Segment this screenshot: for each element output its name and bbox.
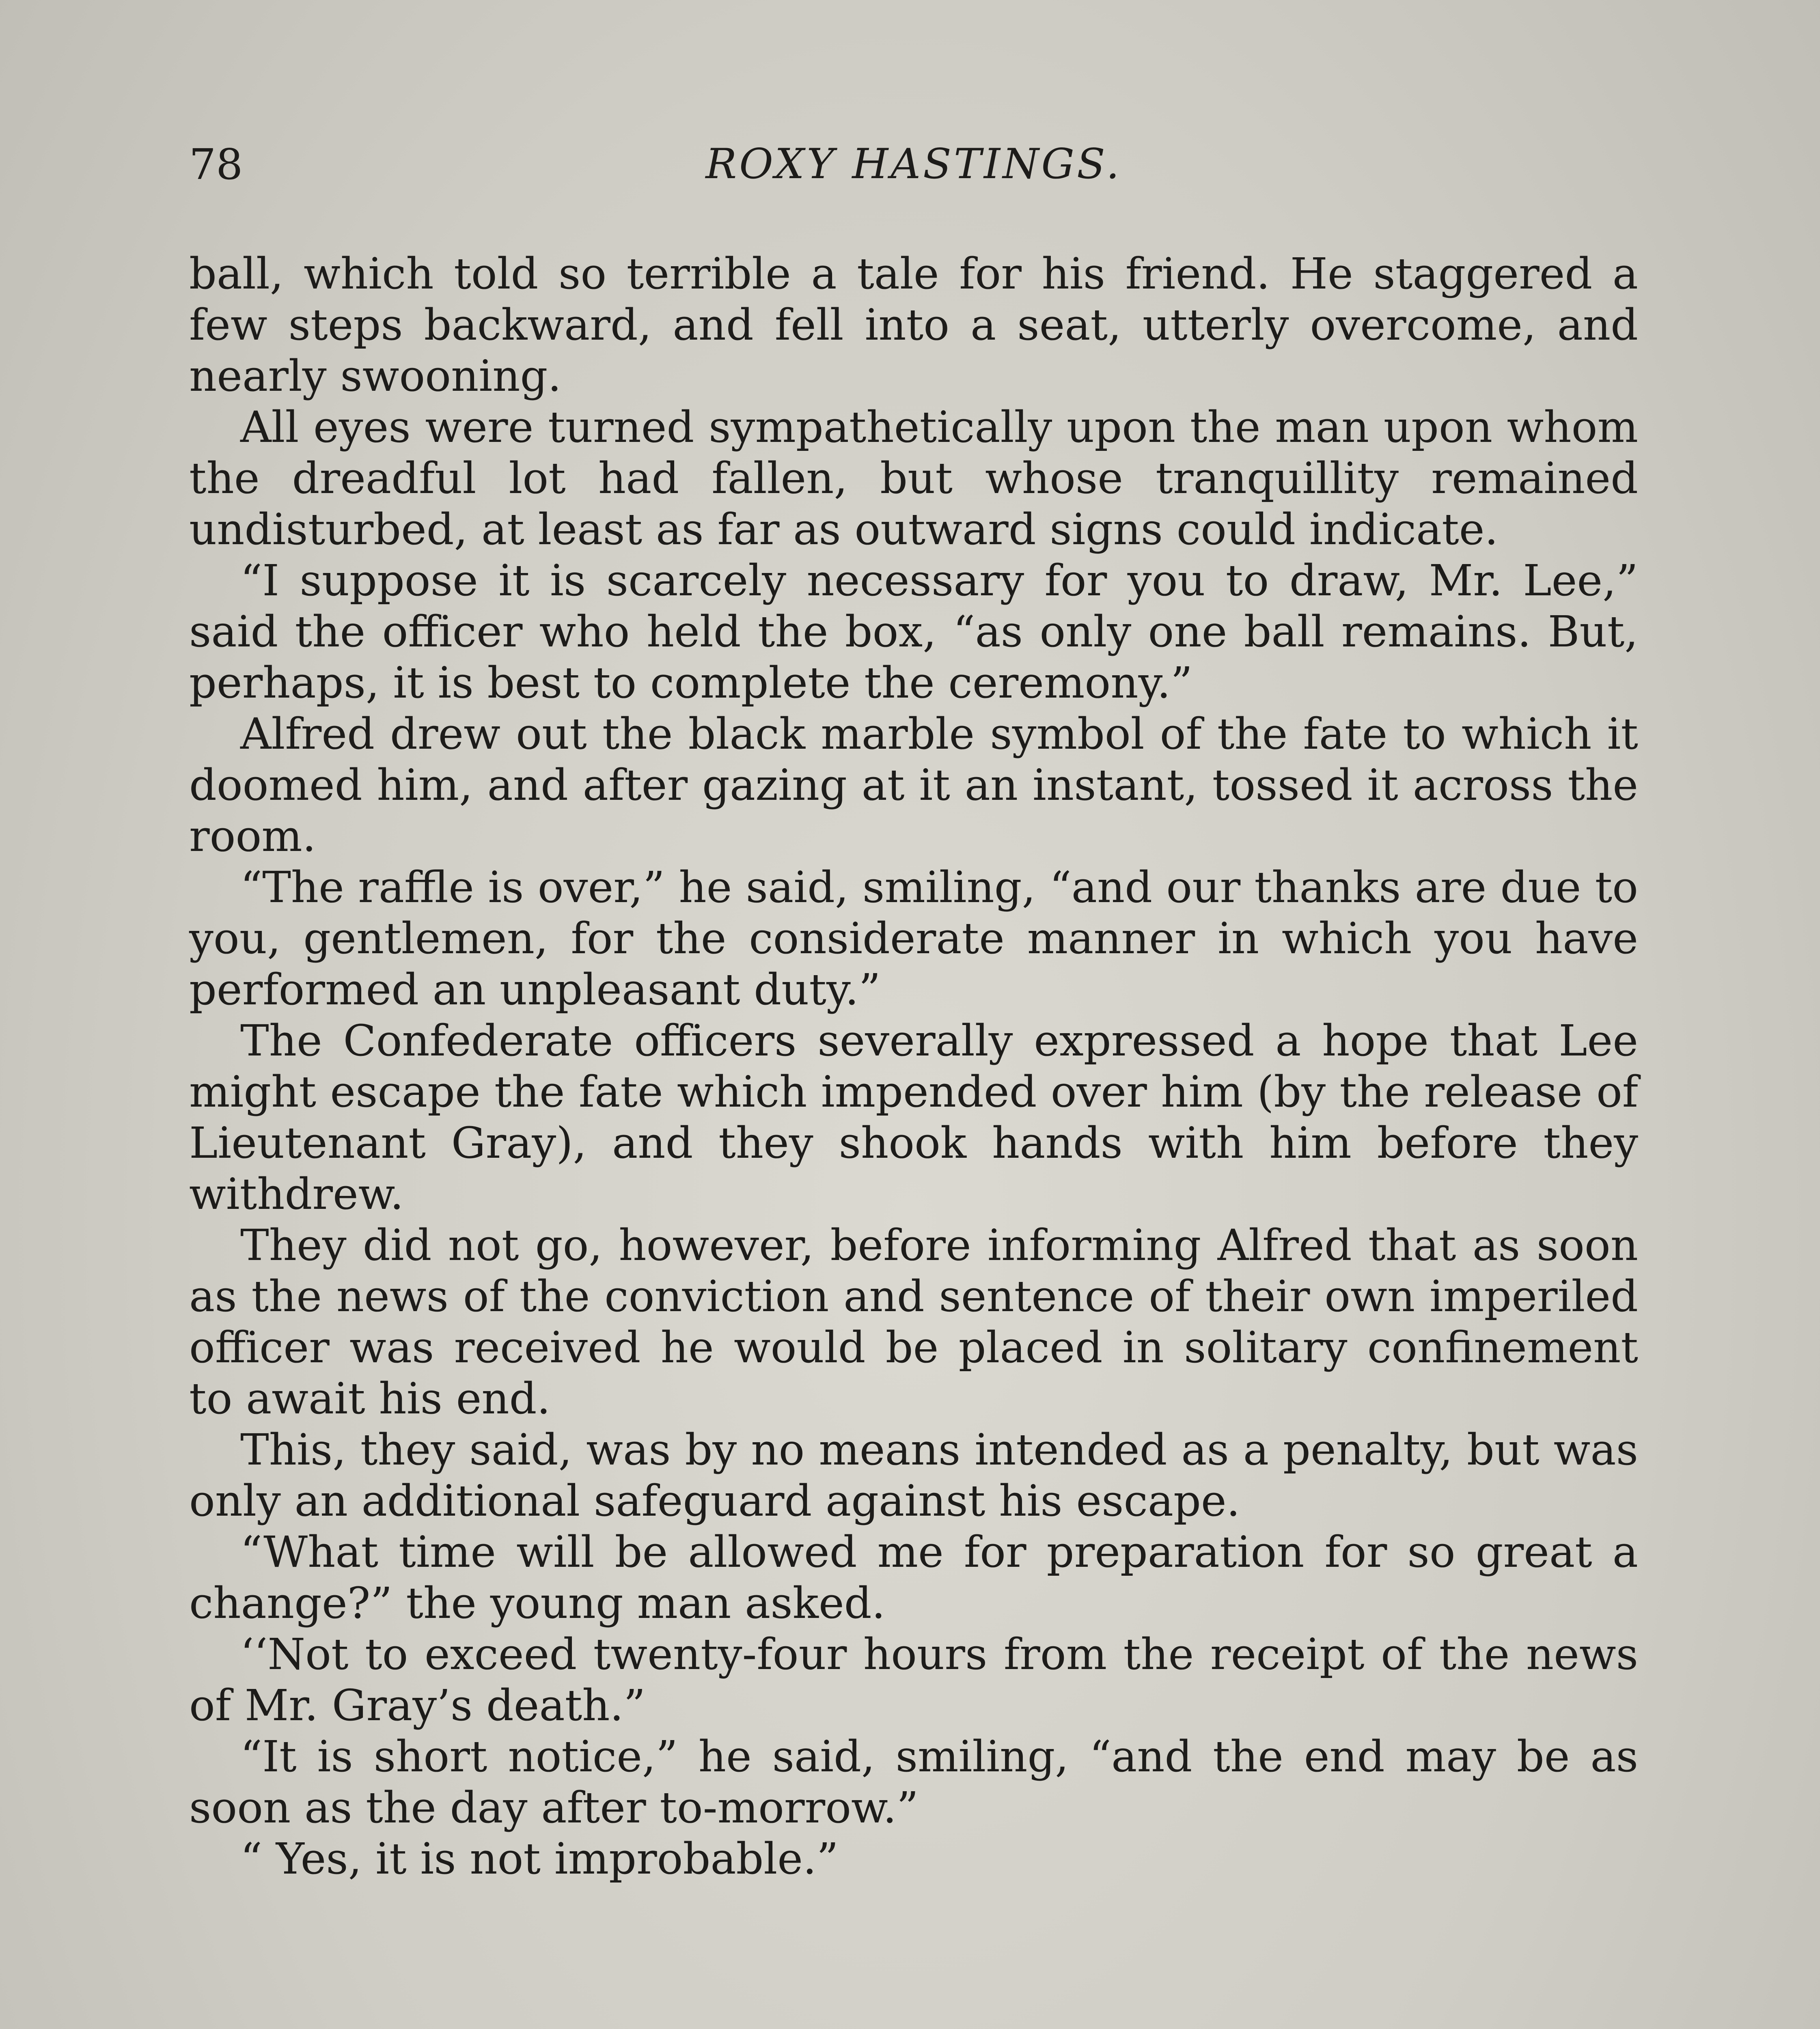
paragraph: Alfred drew out the black marble symbol of the fate to which it doomed him, and after gazing at it an instant, tossed it across the room.: [189, 709, 1638, 861]
page-header: [189, 134, 1638, 195]
paragraph: They did not go, however, before informing Alfred that as soon as the news of the conviction and sentence of their own imperiled officer was received he would be placed in solitary confinement to await his end.: [189, 1220, 1638, 1424]
paragraph: This, they said, was by no means intended as a penalty, but was only an additional safeguard against his escape.: [189, 1425, 1638, 1526]
paragraph: “It is short notice,” he said, smiling, “and the end may be as soon as the day after to-morrow.”: [189, 1732, 1638, 1833]
paragraph: All eyes were turned sympathetically upon the man upon whom the dreadful lot had fallen, but whose tranquillity remained undisturbed, at least as far as outward signs could indicate.: [189, 402, 1638, 554]
paragraph: “I suppose it is scarcely necessary for you to draw, Mr. Lee,” said the officer who held the box, “as only one ball remains. But, perhaps, it is best to complete the ceremony.”: [189, 556, 1638, 708]
paragraph: “The raffle is over,” he said, smiling, “and our thanks are due to you, gentlemen, for the considerate manner in which you have performed an unpleasant duty.”: [189, 862, 1638, 1014]
paragraph: “ Yes, it is not improbable.”: [240, 1834, 839, 1884]
paragraph: ‘‘Not to exceed twenty-four hours from the receipt of the news of Mr. Gray’s death.”: [189, 1629, 1638, 1730]
paragraph: “What time will be allowed me for preparation for so great a change?” the young man asked.: [189, 1527, 1638, 1628]
paragraph: The Confederate officers severally expressed a hope that Lee might escape the fate which impended over him (by the release of Lieutenant Gray), and they shook hands with him before they withdrew.: [189, 1016, 1638, 1219]
paragraph: ball, which told so terrible a tale for his friend. He staggered a few steps backward, and fell into a seat, utterly overcome, and nearly swooning.: [189, 249, 1638, 401]
page-number: 78: [189, 140, 243, 189]
running-head: ROXY HASTINGS.: [705, 140, 1122, 188]
chapter-xiii-text: [189, 248, 1638, 1885]
